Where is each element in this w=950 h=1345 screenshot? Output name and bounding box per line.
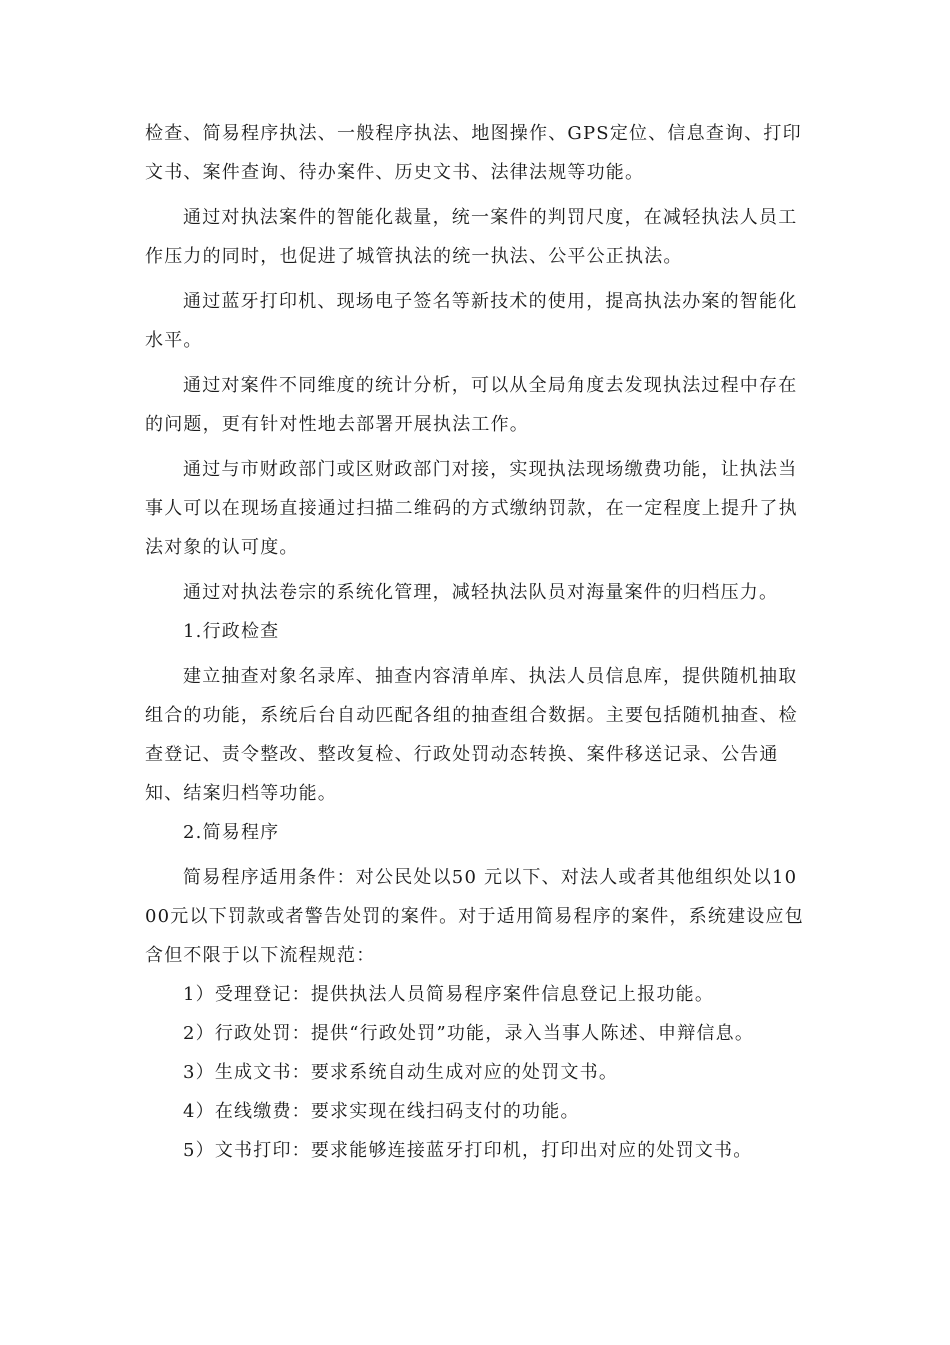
list-item: 4）在线缴费：要求实现在线扫码支付的功能。: [183, 1101, 580, 1122]
paragraph-functions-continued: 检查、简易程序执法、一般程序执法、地图操作、GPS定位、信息查询、打印文书、案件查询、待办案件、历史文书、法律法规等功能。: [145, 123, 802, 183]
paragraph-onsite-payment: 通过与市财政部门或区财政部门对接，实现执法现场缴费功能，让执法当事人可以在现场直接通过扫描二维码的方式缴纳罚款，在一定程度上提升了执法对象的认可度。: [145, 459, 798, 558]
list-item: 3）生成文书：要求系统自动生成对应的处罚文书。: [183, 1062, 619, 1083]
document-body: [145, 114, 805, 1170]
paragraph-bluetooth-printer: 通过蓝牙打印机、现场电子签名等新技术的使用，提高执法办案的智能化水平。: [145, 291, 798, 351]
paragraph-statistics: 通过对案件不同维度的统计分析，可以从全局角度去发现执法过程中存在的问题，更有针对性地去部署开展执法工作。: [145, 375, 798, 435]
list-item: 5）文书打印：要求能够连接蓝牙打印机，打印出对应的处罚文书。: [183, 1140, 753, 1161]
paragraph-archive: 通过对执法卷宗的系统化管理，减轻执法队员对海量案件的归档压力。: [183, 582, 779, 603]
section-body-simple-procedure: 简易程序适用条件：对公民处以50 元以下、对法人或者其他组织处以1000元以下罚款或者警告处罚的案件。对于适用简易程序的案件，系统建设应包含但不限于以下流程规范：: [145, 867, 804, 966]
section-heading-simple-procedure: 2.简易程序: [183, 822, 280, 843]
section-heading-administrative-inspection: 1.行政检查: [183, 621, 280, 642]
section-body-administrative-inspection: 建立抽查对象名录库、抽查内容清单库、执法人员信息库，提供随机抽取组合的功能，系统后台自动匹配各组的抽查组合数据。主要包括随机抽查、检查登记、责令整改、整改复检、行政处罚动态转换、案件移送记录、公告通知、结案归档等功能。: [145, 666, 798, 804]
paragraph-intelligent-discretion: 通过对执法案件的智能化裁量，统一案件的判罚尺度，在减轻执法人员工作压力的同时，也促进了城管执法的统一执法、公平公正执法。: [145, 207, 798, 267]
list-item: 1）受理登记：提供执法人员简易程序案件信息登记上报功能。: [183, 984, 715, 1005]
list-item: 2）行政处罚：提供“行政处罚”功能，录入当事人陈述、申辩信息。: [183, 1023, 755, 1044]
